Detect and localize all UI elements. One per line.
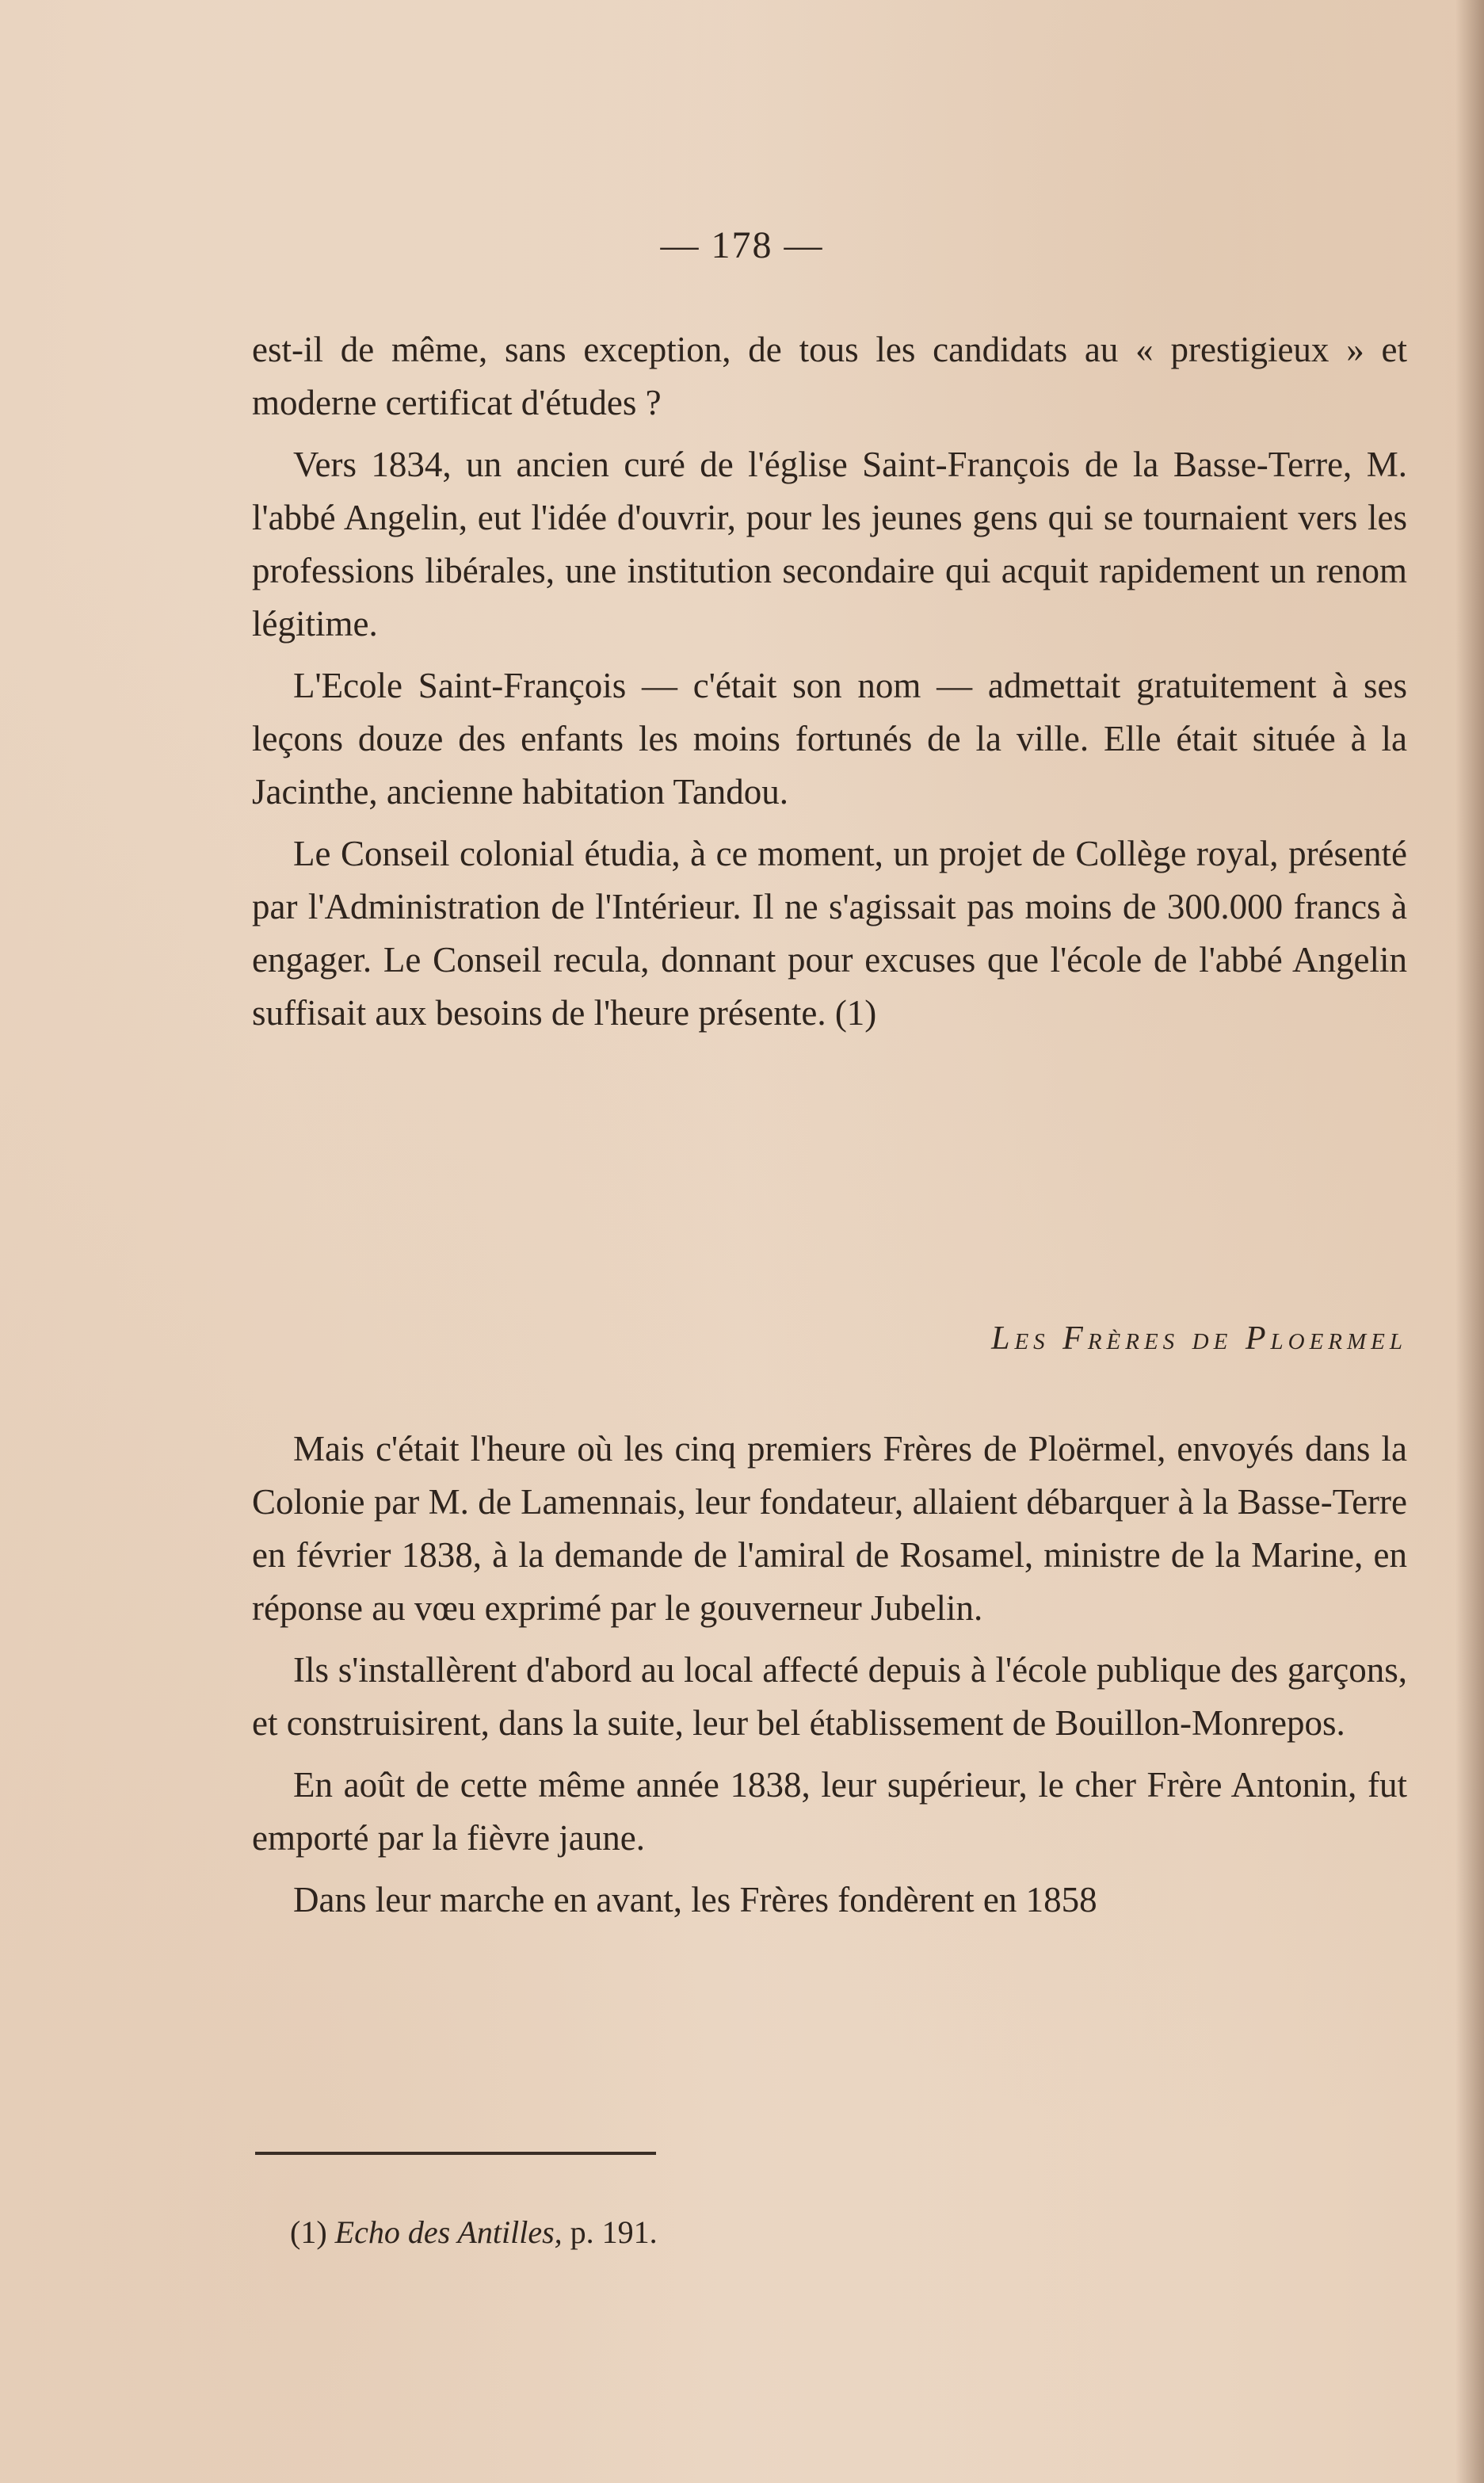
paragraph: Dans leur marche en avant, les Frères fondèrent en 1858 bbox=[293, 1880, 1097, 1920]
text-block-top bbox=[252, 323, 1407, 1049]
paragraph: Vers 1834, un ancien curé de l'église Saint-François de la Basse-Terre, M. l'abbé Angelin, eut l'idée d'ouvrir, pour les jeunes gens qui se tournaient vers les professions libérales, une institution secondaire qui acquit rapidement un renom légitime. bbox=[252, 445, 1407, 644]
text-block-bottom bbox=[252, 1423, 1407, 1935]
page-number: — 178 — bbox=[660, 224, 824, 266]
section-heading: Les Frères de Ploermel bbox=[991, 1320, 1407, 1357]
paragraph: est-il de même, sans exception, de tous les candidats au « prestigieux » et moderne certificat d'études ? bbox=[252, 330, 1407, 422]
paragraph: Ils s'installèrent d'abord au local affecté depuis à l'école publique des garçons, et construisirent, dans la suite, leur bel établissement de Bouillon-Monrepos. bbox=[252, 1650, 1407, 1743]
footnote bbox=[290, 2214, 658, 2251]
footnote-divider bbox=[255, 2152, 656, 2155]
page-edge-shadow bbox=[1455, 0, 1484, 2483]
footnote-marker: (1) bbox=[290, 2214, 327, 2250]
footnote-page: p. 191. bbox=[570, 2214, 658, 2250]
paragraph: Mais c'était l'heure où les cinq premiers Frères de Ploërmel, envoyés dans la Colonie par M. de Lamennais, leur fondateur, allaient débarquer à la Basse-Terre en février 1838, à la demande de l'amiral de Rosamel, ministre de la Marine, en réponse au vœu exprimé par le gouverneur Jubelin. bbox=[252, 1429, 1407, 1628]
paragraph: En août de cette même année 1838, leur supérieur, le cher Frère Antonin, fut emporté par la fièvre jaune. bbox=[252, 1765, 1407, 1858]
footnote-source-title: Echo des Antilles, bbox=[334, 2214, 563, 2250]
paragraph: Le Conseil colonial étudia, à ce moment, un projet de Collège royal, présenté par l'Administration de l'Intérieur. Il ne s'agissait pas moins de 300.000 francs à engager. Le Conseil recula, donnant pour excuses que l'école de l'abbé Angelin suffisait aux besoins de l'heure présente. (1) bbox=[252, 834, 1407, 1033]
paragraph: L'Ecole Saint-François — c'était son nom — admettait gratuitement à ses leçons douze des enfants les moins fortunés de la ville. Elle était située à la Jacinthe, ancienne habitation Tandou. bbox=[252, 666, 1407, 812]
